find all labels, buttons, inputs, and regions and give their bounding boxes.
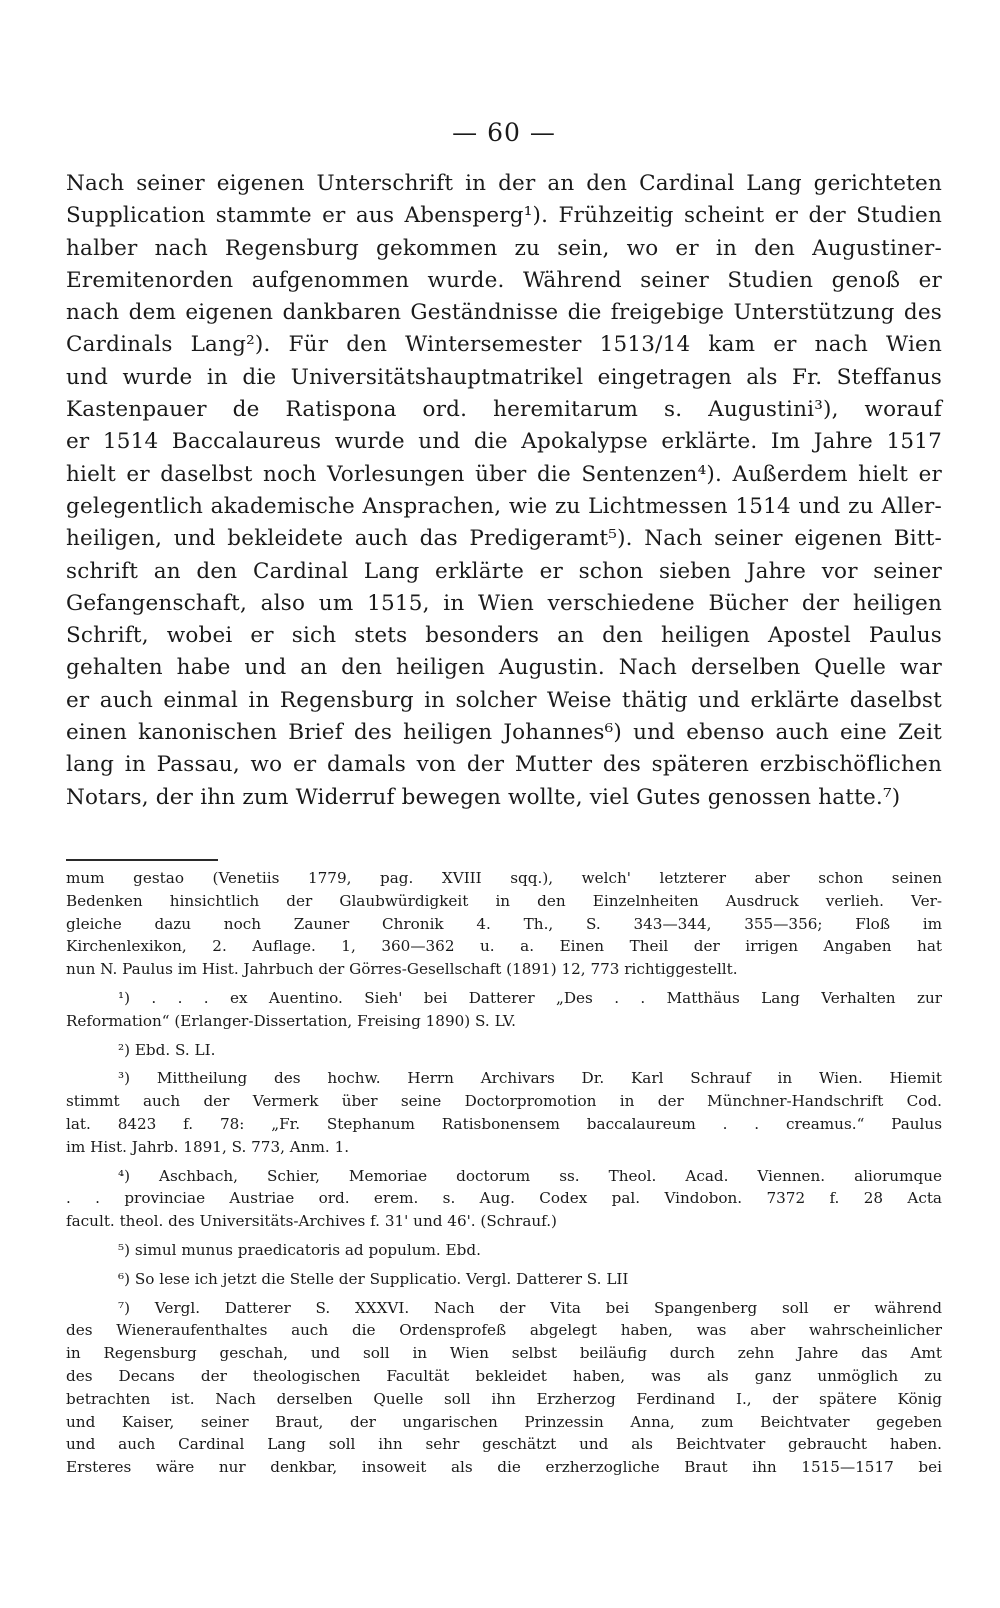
footnote-line: facult. theol. des Universitäts-Archives f. 31' und 46'. (Schrauf.) [66,1212,557,1231]
text-line: Kastenpauer de Ratispona ord. heremitarum s. Augustini³), worauf [66,397,942,423]
document-page [66,0,942,1608]
text-line: Cardinals Lang²). Für den Wintersemester 1513/14 kam er nach Wien [66,332,942,358]
footnote-line: des Wieneraufenthaltes auch die Ordensprofeß abgelegt haben, was aber wahrscheinlicher [66,1321,942,1340]
footnote-line: Bedenken hinsichtlich der Glaubwürdigkeit in den Einzelnheiten Ausdruck verlieh. Ver- [66,891,942,910]
footnote-line: nun N. Paulus im Hist. Jahrbuch der Görres-Gesellschaft (1891) 12, 773 richtiggestellt. [66,960,738,979]
text-line: lang in Passau, wo er damals von der Mutter des späteren erzbischöflichen [66,752,942,778]
footnote-line: des Decans der theologischen Facultät bekleidet haben, was als ganz unmöglich zu [66,1366,942,1385]
footnote-line: betrachten ist. Nach derselben Quelle soll ihn Erzherzog Ferdinand I., der spätere König [66,1389,942,1408]
text-line: einen kanonischen Brief des heiligen Johannes⁶) und ebenso auch eine Zeit [66,720,942,746]
footnote-line: . . provinciae Austriae ord. erem. s. Aug. Codex pal. Vindobon. 7372 f. 28 Acta [66,1189,942,1208]
text-line: nach dem eigenen dankbaren Geständnisse die freigebige Unterstützung des [66,300,942,326]
text-line: Notars, der ihn zum Widerruf bewegen wollte, viel Gutes genossen hatte.⁷) [66,784,901,810]
footnote-line: ³) Mittheilung des hochw. Herrn Archivars Dr. Karl Schrauf in Wien. Hiemit [118,1069,942,1088]
footnote-line: in Regensburg geschah, und soll in Wien selbst beiläufig durch zehn Jahre das Amt [66,1344,942,1363]
footnote-6 [66,1268,942,1291]
footnote-line: Kirchenlexikon, 2. Auflage. 1, 360—362 u. a. Einen Theil der irrigen Angaben hat [66,937,942,956]
text-line: gelegentlich akademische Ansprachen, wie zu Lichtmessen 1514 und zu Aller- [66,493,942,519]
footnote-continuation [66,867,942,981]
footnote-line: ¹) . . . ex Auentino. Sieh' bei Datterer „Des . . Matthäus Lang Verhalten zur [118,988,942,1007]
footnote-line: ²) Ebd. S. LI. [118,1040,216,1059]
text-line: schrift an den Cardinal Lang erklärte er schon sieben Jahre vor seiner [66,558,942,584]
footnote-line: und Kaiser, seiner Braut, der ungarischen Prinzessin Anna, zum Beichtvater gegeben [66,1412,942,1431]
footnote-line: gleiche dazu noch Zauner Chronik 4. Th., S. 343—344, 355—356; Floß im [66,914,942,933]
text-line: heiligen, und bekleidete auch das Predigeramt⁵). Nach seiner eigenen Bitt- [66,526,942,552]
footnote-line: mum gestao (Venetiis 1779, pag. XVIII sqq.), welch' letzterer aber schon seinen [66,869,942,887]
text-line: und wurde in die Universitätshauptmatrikel eingetragen als Fr. Steffanus [66,364,942,390]
footnotes [66,867,942,1479]
footnote-line: stimmt auch der Vermerk über seine Doctorpromotion in der Münchner-Handschrift Cod. [66,1092,942,1111]
footnote-line: und auch Cardinal Lang soll ihn sehr geschätzt und als Beichtvater gebraucht haben. [66,1435,942,1454]
footnote-3 [66,1067,942,1158]
footnote-line: ⁵) simul munus praedicatoris ad populum. Ebd. [118,1240,481,1259]
footnote-divider [66,859,218,861]
footnote-line: Reformation“ (Erlanger-Dissertation, Freising 1890) S. LV. [66,1011,516,1030]
text-line: gehalten habe und an den heiligen Augustin. Nach derselben Quelle war [66,655,942,681]
footnote-line: ⁷) Vergl. Datterer S. XXXVI. Nach der Vita bei Spangenberg soll er während [118,1298,942,1317]
text-line: Gefangenschaft, also um 1515, in Wien verschiedene Bücher der heiligen [66,590,942,616]
text-line: halber nach Regensburg gekommen zu sein, wo er in den Augustiner- [66,235,942,261]
main-text [66,168,942,814]
text-line: Schrift, wobei er sich stets besonders an den heiligen Apostel Paulus [66,623,942,649]
footnote-2 [66,1039,942,1062]
footnote-1 [66,987,942,1033]
text-line: er 1514 Baccalaureus wurde und die Apokalypse erklärte. Im Jahre 1517 [66,429,942,455]
footnote-line: ⁶) So lese ich jetzt die Stelle der Supplicatio. Vergl. Datterer S. LII [118,1269,629,1288]
footnote-4 [66,1165,942,1233]
footnote-line: Ersteres wäre nur denkbar, insoweit als die erzherzogliche Braut ihn 1515—1517 bei [66,1458,942,1477]
page-number: — 60 — [452,118,556,147]
text-line: er auch einmal in Regensburg in solcher Weise thätig und erklärte daselbst [66,687,942,713]
text-line: Nach seiner eigenen Unterschrift in der an den Cardinal Lang gerichteten [66,171,942,196]
footnote-5 [66,1239,942,1262]
text-line: Supplication stammte er aus Abensperg¹). Frühzeitig scheint er der Studien [66,203,942,229]
footnote-7 [66,1297,942,1479]
footnote-line: lat. 8423 f. 78: „Fr. Stephanum Ratisbonensem baccalaureum . . creamus.“ Paulus [66,1114,942,1133]
text-line: Eremitenorden aufgenommen wurde. Während seiner Studien genoß er [66,267,942,293]
text-line: hielt er daselbst noch Vorlesungen über die Sentenzen⁴). Außerdem hielt er [66,461,942,487]
footnote-line: im Hist. Jahrb. 1891, S. 773, Anm. 1. [66,1137,350,1156]
footnote-line: ⁴) Aschbach, Schier, Memoriae doctorum ss. Theol. Acad. Viennen. aliorumque [118,1166,942,1185]
